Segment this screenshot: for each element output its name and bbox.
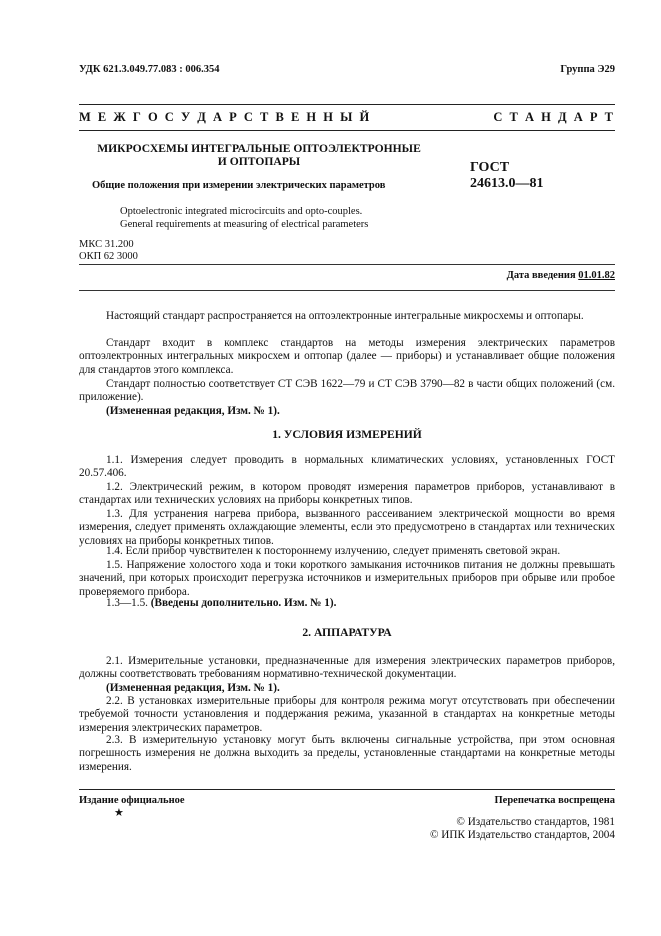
codes-rule [79,264,615,265]
section-1-item-1: 1.1. Измерения следует проводить в нормальных климатических условиях, установленных ГОСТ 20.57.406. [79,454,615,480]
gost-label: ГОСТ [470,160,510,175]
copyright-2004: © ИПК Издательство стандартов, 2004 [429,829,615,842]
intro-amendment: (Измененная редакция, Изм. № 1). [106,405,280,417]
gost-block [470,160,544,192]
title-line-2: И ОПТОПАРЫ [217,155,301,168]
section-2-heading: 2. АППАРАТУРА [302,626,392,639]
copyright-1981: © Издательство стандартов, 1981 [456,816,615,828]
official-edition: Издание официальное [79,795,185,806]
section-1-item-3: 1.3. Для устранения нагрева прибора, вызванного рассеиванием электрической мощности во время измерения, следует применять охлаждающие элементы, если это предусмотрено в стандартах или технических условиях на приборы конкретных типов. [79,508,615,547]
effective-date-label: Дата введения [506,270,576,281]
gost-number: 24613.0—81 [470,176,544,191]
english-title-line-2: General requirements at measuring of electrical parameters [120,219,369,230]
classification-codes [79,239,138,263]
effective-date [507,270,615,281]
title-block [79,142,439,168]
section-2-item-2: 2.2. В установках измерительные приборы для контроля режима могут отсутствовать при обеспечении требуемой точности установления и поддержания режима, указанной в стандартах на конкретные методы измерения электрических параметров. [79,695,615,734]
reprint-notice: Перепечатка воспрещена [494,795,615,806]
banner-left: М Е Ж Г О С У Д А Р С Т В Е Н Н Ы Й [79,110,372,124]
date-rule [79,290,615,291]
english-title-line-1: Optoelectronic integrated microcircuits and opto-couples. [120,206,363,217]
section-1-item-4: 1.4. Если прибор чувствителен к постороннему излучению, следует применять световой экран. [106,545,561,557]
footer-rule [79,789,615,790]
english-title [120,205,368,231]
section-1-amendment-range: 1.3—1.5. [106,597,148,609]
subtitle: Общие положения при измерении электрических параметров [92,180,386,191]
intro-paragraph-3: Стандарт полностью соответствует СТ СЭВ 1622—79 и СТ СЭВ 3790—82 в части общих положений (см. приложение). [79,378,615,404]
banner-top-rule [79,104,615,105]
intro-paragraph-2: Стандарт входит в комплекс стандартов на методы измерения электрических параметров оптоэлектронных интегральных микросхем и оптопар (далее — приборы) и устанавливает общие положения для стандартов этого комплекса. [79,337,615,376]
banner-right: С Т А Н Д А Р Т [493,110,615,124]
udk-code: УДК 621.3.049.77.083 : 006.354 [79,64,220,75]
banner-bottom-rule [79,130,615,131]
section-1-amendment-note: (Введены дополнительно. Изм. № 1). [150,597,337,609]
intro-paragraph-1: Настоящий стандарт распространяется на оптоэлектронные интегральные микросхемы и оптопары. [106,310,584,322]
effective-date-value: 01.01.82 [578,270,615,281]
section-2-item-1: 2.1. Измерительные установки, предназначенные для измерения электрических параметров приборов, должны соответствовать требованиям нормативно-технической документации. [79,655,615,681]
section-1-amendment [79,597,615,610]
star-icon: ★ [114,807,124,819]
section-2-amendment: (Измененная редакция, Изм. № 1). [106,682,280,694]
okp-code: ОКП 62 3000 [79,251,138,262]
section-1-item-5: 1.5. Напряжение холостого хода и токи короткого замыкания источников питания не должны превышать значений, при которых происходит перегрузка источников и измерительных приборов при обрыве или пробое проверяемого прибора. [79,559,615,598]
section-2-item-3: 2.3. В измерительную установку могут быть включены сигнальные устройства, при этом основная погрешность измерения не должна выходить за пределы, установленные стандартами на конкретные методы измерения. [79,734,615,773]
section-1-item-2: 1.2. Электрический режим, в котором проводят измерения параметров приборов, устанавливают в стандартах или технических условиях на приборы конкретных типов. [79,481,615,507]
copyright-block [430,816,615,843]
mks-code: МКС 31.200 [79,239,134,250]
group-code: Группа Э29 [560,64,615,75]
title-line-1: МИКРОСХЕМЫ ИНТЕГРАЛЬНЫЕ ОПТОЭЛЕКТРОННЫЕ [97,142,421,155]
section-1-heading: 1. УСЛОВИЯ ИЗМЕРЕНИЙ [272,428,422,441]
